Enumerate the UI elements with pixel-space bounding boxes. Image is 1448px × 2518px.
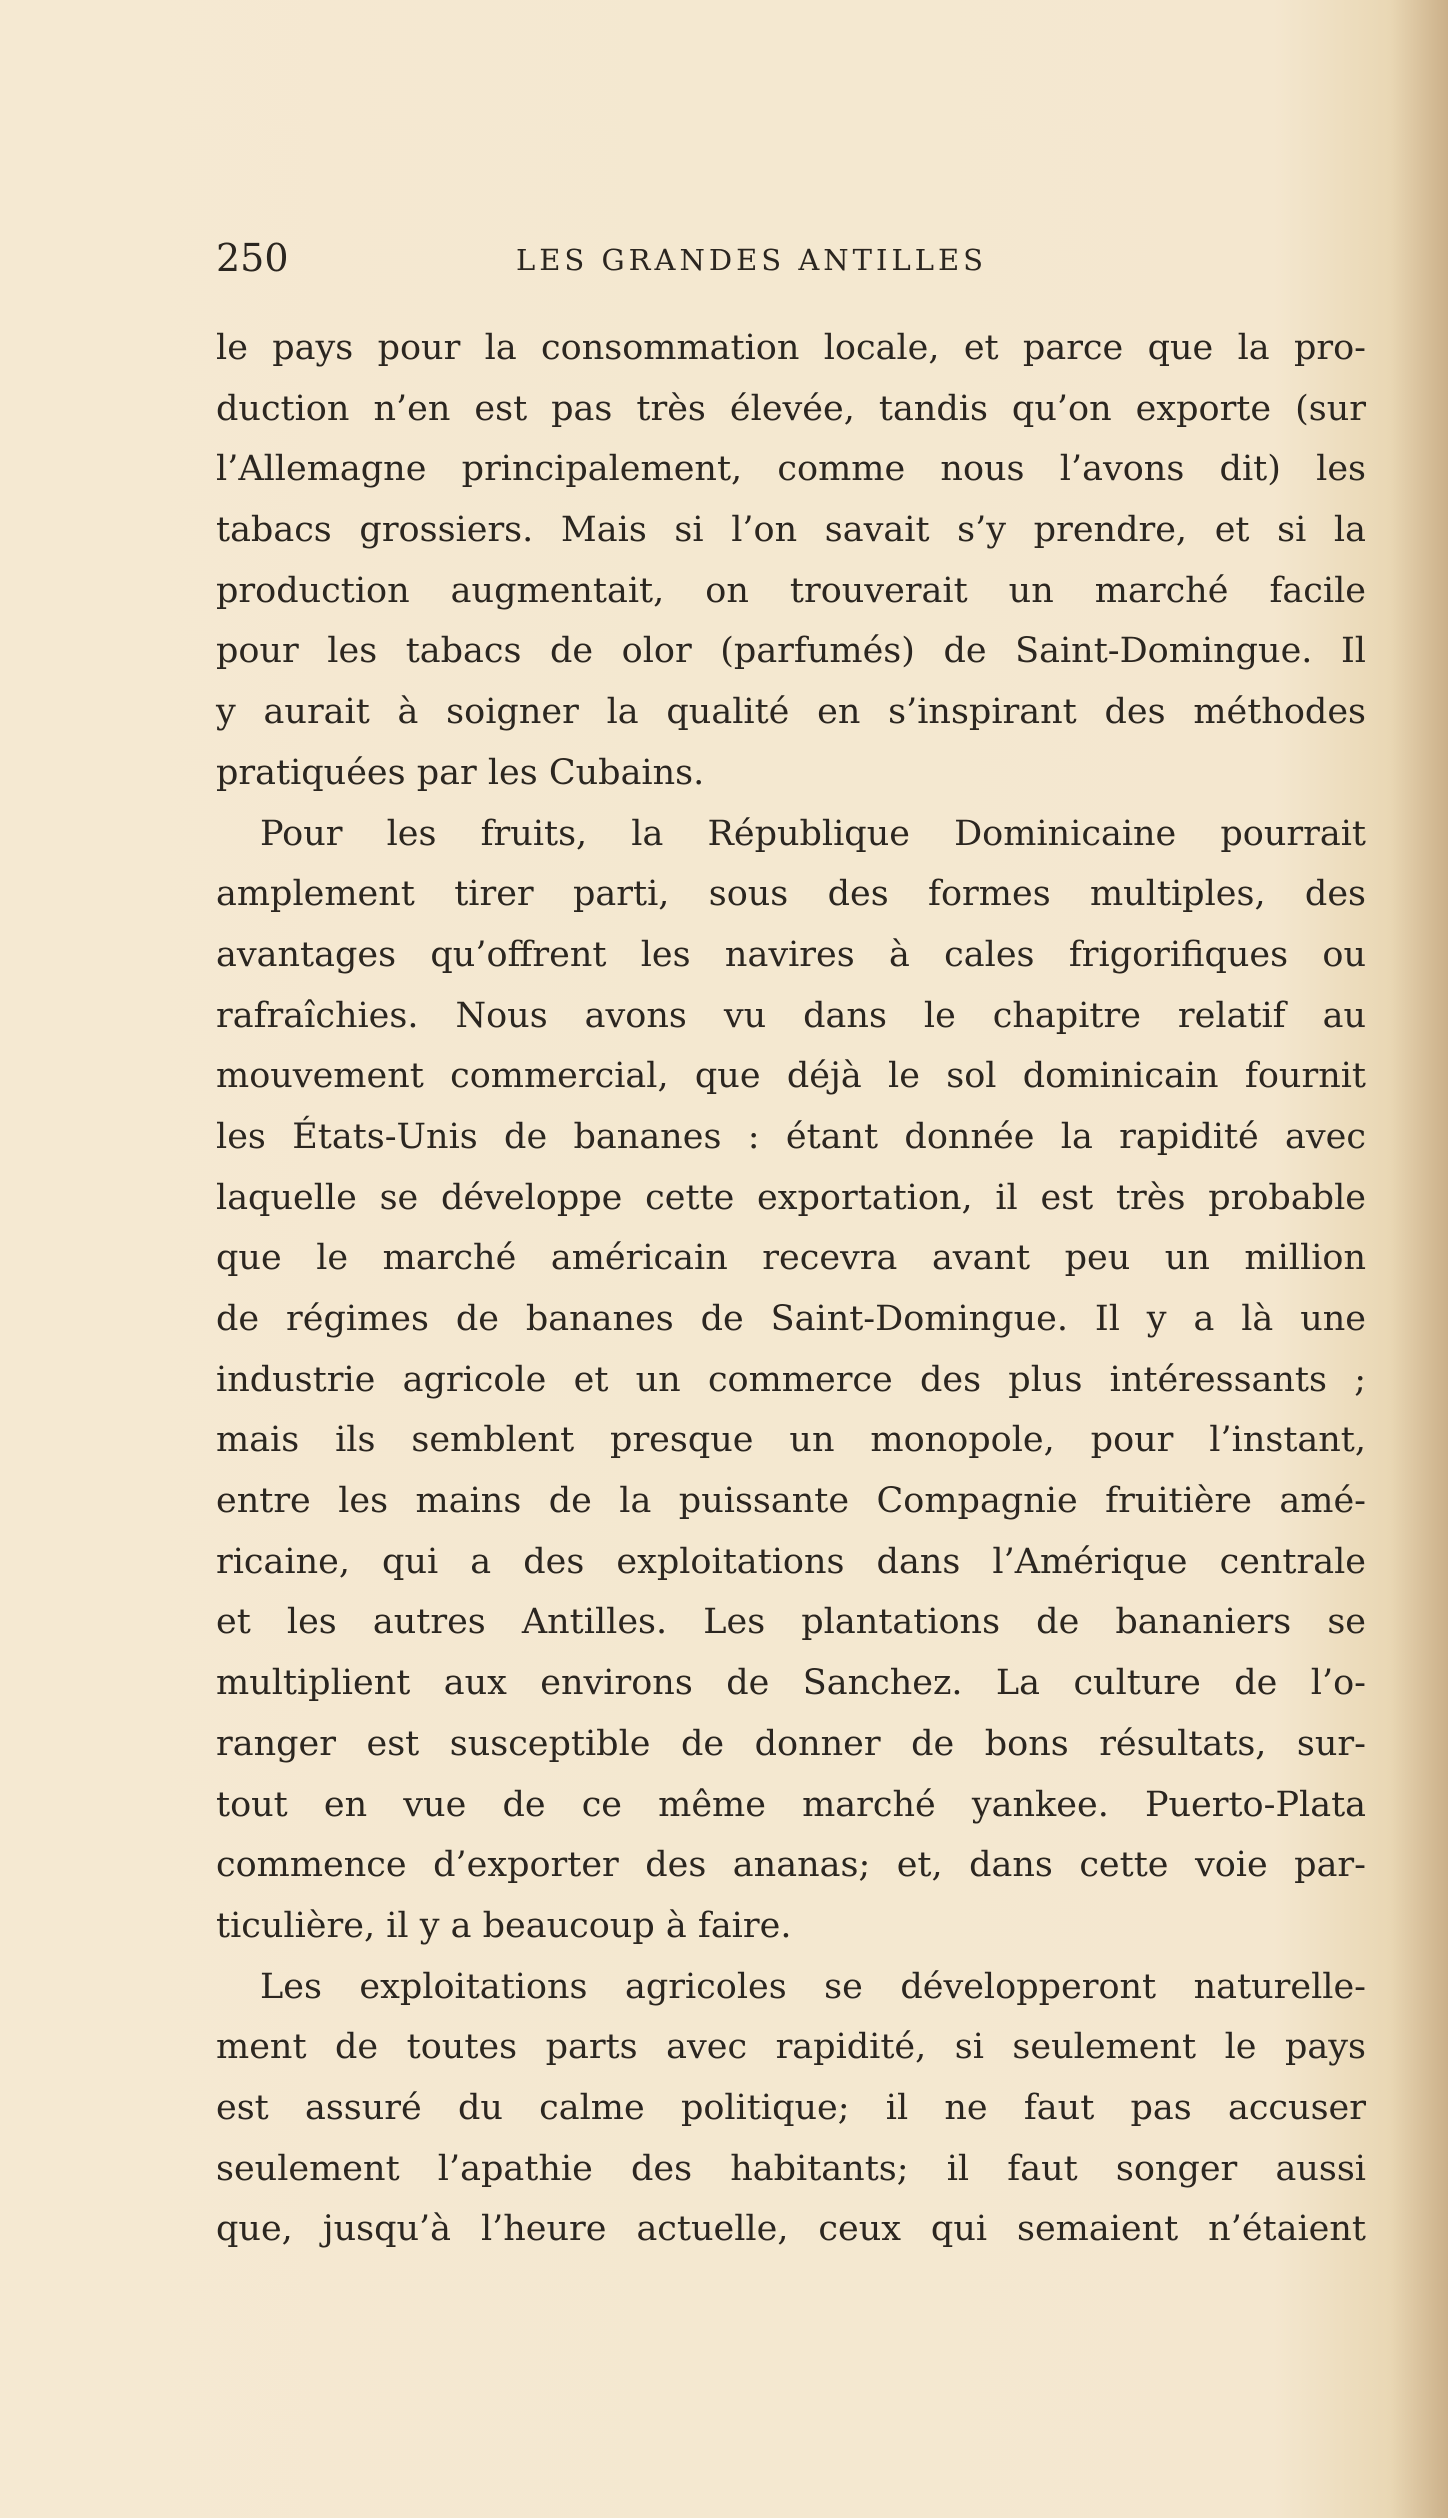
text-line: ment de toutes parts avec rapidité, si seulement le pays: [216, 2027, 1366, 2068]
text-line: amplement tirer parti, sous des formes multiples, des: [216, 874, 1366, 915]
text-line: commence d’exporter des ananas; et, dans cette voie par-: [216, 1845, 1366, 1886]
page-number: 250: [216, 236, 289, 280]
text-line: industrie agricole et un commerce des plus intéressants ;: [216, 1359, 1366, 1400]
text-line: et les autres Antilles. Les plantations de bananiers se: [216, 1602, 1366, 1643]
text-line: mouvement commercial, que déjà le sol dominicain fournit: [216, 1056, 1366, 1097]
text-line: l’Allemagne principalement, comme nous l’avons dit) les: [216, 449, 1366, 490]
text-line: Pour les fruits, la République Dominicaine pourrait: [260, 813, 1366, 854]
text-line: est assuré du calme politique; il ne faut pas accuser: [216, 2087, 1366, 2128]
text-line: y aurait à soigner la qualité en s’inspirant des méthodes: [216, 692, 1366, 733]
running-title: LES GRANDES ANTILLES: [516, 243, 988, 277]
text-line: entre les mains de la puissante Compagnie fruitière amé-: [216, 1481, 1366, 1522]
text-line: duction n’en est pas très élevée, tandis qu’on exporte (sur: [216, 388, 1366, 429]
text-line: de régimes de bananes de Saint-Domingue. Il y a là une: [216, 1299, 1366, 1339]
page-header: [216, 228, 1356, 288]
text-line: que le marché américain recevra avant peu un million: [216, 1238, 1366, 1279]
text-line: ticulière, il y a beaucoup à faire.: [216, 1905, 792, 1946]
text-line: ricaine, qui a des exploitations dans l’Amérique centrale: [216, 1541, 1366, 1582]
text-line: le pays pour la consommation locale, et parce que la pro-: [216, 328, 1366, 368]
text-line: Les exploitations agricoles se développeront naturelle-: [260, 1966, 1366, 2007]
text-line: rafraîchies. Nous avons vu dans le chapitre relatif au: [216, 995, 1366, 1036]
text-line: que, jusqu’à l’heure actuelle, ceux qui semaient n’étaient: [216, 2209, 1366, 2250]
text-line: pour les tabacs de olor (parfumés) de Saint-Domingue. Il: [216, 631, 1366, 672]
text-line: laquelle se développe cette exportation, il est très probable: [216, 1177, 1366, 1218]
text-line: tabacs grossiers. Mais si l’on savait s’y prendre, et si la: [216, 510, 1366, 551]
text-line: ranger est susceptible de donner de bons résultats, sur-: [216, 1723, 1366, 1764]
text-line: pratiquées par les Cubains.: [216, 752, 705, 793]
text-line: mais ils semblent presque un monopole, pour l’instant,: [216, 1420, 1366, 1461]
text-line: avantages qu’offrent les navires à cales frigorifiques ou: [216, 934, 1366, 975]
text-line: production augmentait, on trouverait un marché facile: [216, 570, 1366, 611]
text-line: tout en vue de ce même marché yankee. Puerto-Plata: [216, 1784, 1366, 1825]
text-line: seulement l’apathie des habitants; il faut songer aussi: [216, 2148, 1366, 2189]
text-line: les États-Unis de bananes : étant donnée la rapidité avec: [216, 1116, 1366, 1157]
body-text: [216, 318, 1366, 2260]
text-line: multiplient aux environs de Sanchez. La culture de l’o-: [216, 1663, 1366, 1704]
